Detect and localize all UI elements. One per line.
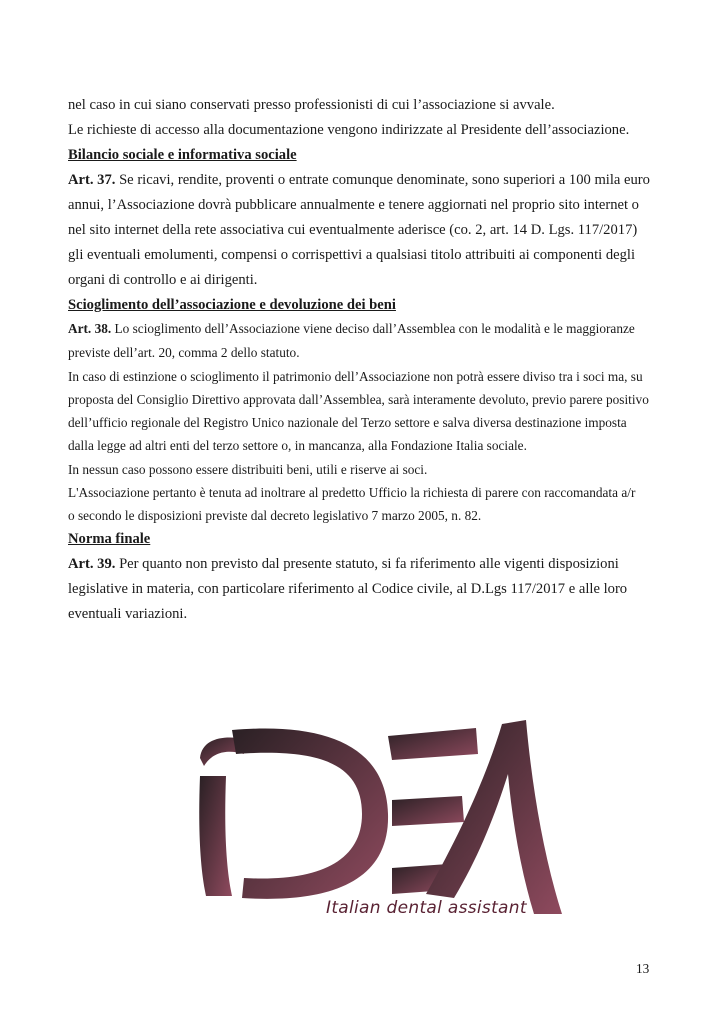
body-line: dell’ufficio regionale del Registro Unico nazionale del Terzo settore e salva diversa destinazione imposta	[68, 415, 627, 430]
logo-d	[232, 729, 388, 899]
body-line: Le richieste di accesso alla documentazione vengono indirizzate al Presidente dell’associazione.	[68, 122, 630, 138]
body-line: In caso di estinzione o scioglimento il patrimonio dell’Associazione non potrà essere diviso tra i soci ma, su	[68, 369, 643, 384]
article-37-label: Art. 37.	[68, 172, 116, 188]
body-line: In nessun caso possono essere distribuiti beni, utili e riserve ai soci.	[68, 462, 428, 477]
page-number: 13	[636, 961, 650, 976]
body-line: legislative in materia, con particolare riferimento al Codice civile, al D.Lgs 117/2017 e alle loro	[68, 581, 628, 597]
body-line: o secondo le disposizioni previste dal decreto legislativo 7 marzo 2005, n. 82.	[68, 508, 482, 523]
body-line: proposta del Consiglio Direttivo approvata dall’Assemblea, sarà interamente devoluto, previo parere positivo	[68, 392, 649, 407]
section-heading-norma-finale: Norma finale	[68, 531, 151, 547]
logo-e-middle	[392, 796, 464, 826]
body-line: nel caso in cui siano conservati presso professionisti di cui l’associazione si avvale.	[68, 97, 555, 113]
body-line: gli eventuali emolumenti, compensi o corrispettivi a qualsiasi titolo attribuiti ai componenti degli	[68, 247, 636, 263]
article-37-line	[68, 171, 650, 189]
body-line: eventuali variazioni.	[68, 606, 188, 622]
article-38-label: Art. 38.	[68, 321, 112, 336]
logo-e-top	[388, 728, 478, 760]
body-line: annui, l’Associazione dovrà pubblicare annualmente e tenere aggiornati nel proprio sito internet o	[68, 197, 639, 213]
body-line: L'Associazione pertanto è tenuta ad inoltrare al predetto Ufficio la richiesta di parere con raccomandata a/r	[68, 485, 636, 500]
idea-logo	[196, 718, 568, 923]
article-38-text: Lo scioglimento dell’Associazione viene deciso dall’Assemblea con le modalità e le maggioranze	[111, 321, 635, 336]
logo-i-stem	[199, 776, 232, 896]
article-39-text: Per quanto non previsto dal presente statuto, si fa riferimento alle vigenti disposizioni	[115, 556, 619, 572]
logo-tagline: Italian dental assistant	[326, 898, 527, 918]
body-line: previste dell’art. 20, comma 2 dello statuto.	[68, 345, 300, 360]
body-line: nel sito internet della rete associativa cui eventualmente aderisce (co. 2, art. 14 D. Lgs. 117/2017)	[68, 222, 638, 238]
body-line: organi di controllo e ai dirigenti.	[68, 272, 258, 288]
article-39-line	[68, 555, 619, 573]
body-line: dalla legge ad altri enti del terzo settore o, in mancanza, alla Fondazione Italia sociale.	[68, 438, 527, 453]
section-heading-bilancio: Bilancio sociale e informativa sociale	[68, 147, 297, 163]
article-39-label: Art. 39.	[68, 556, 116, 572]
article-38-line	[68, 320, 635, 338]
section-heading-scioglimento: Scioglimento dell’associazione e devoluzione dei beni	[68, 297, 396, 313]
article-37-text: Se ricavi, rendite, proventi o entrate comunque denominate, sono superiori a 100 mila euro	[115, 172, 650, 188]
